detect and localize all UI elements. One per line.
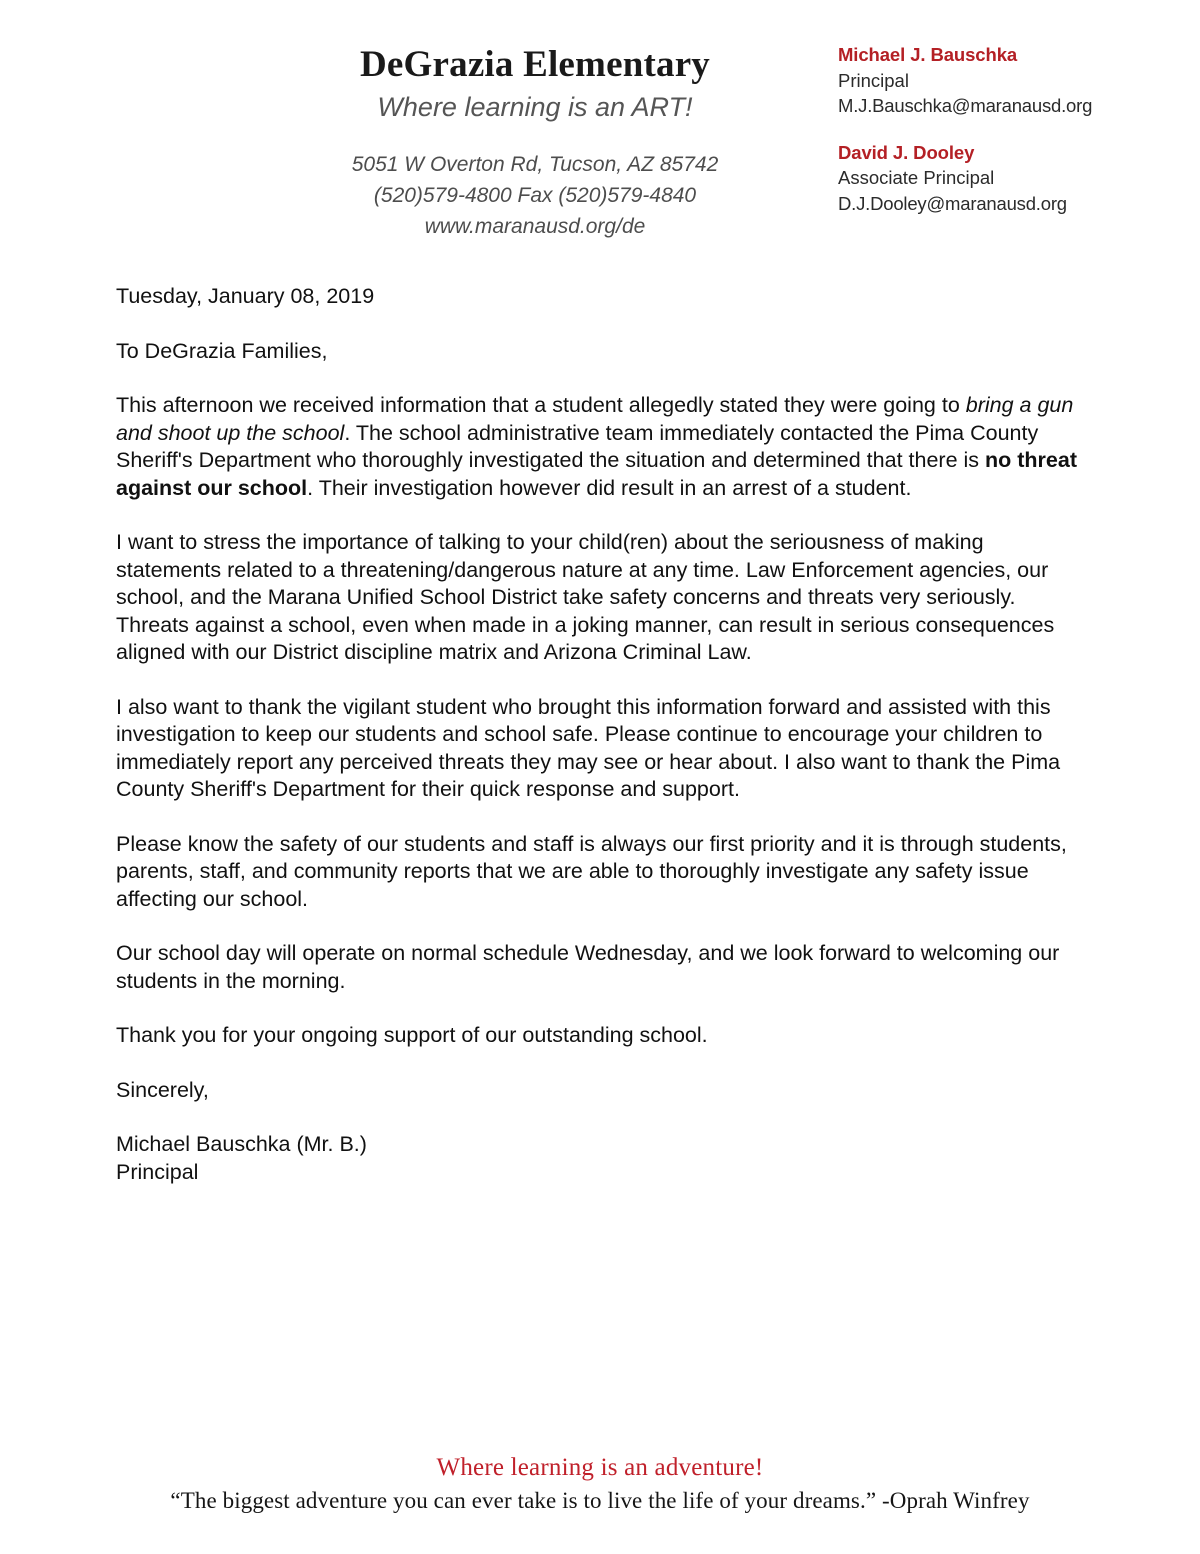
address-website-line: www.maranausd.org/de [424,214,646,238]
signature-name: Michael Bauschka (Mr. B.) [116,1132,367,1156]
contact-role: Principal [838,69,909,91]
paragraph-1-bold-phrase: no threat against our school [116,448,1077,500]
contact-principal [838,42,1188,119]
paragraph-1-text-part-1: This afternoon we received information that a student allegedly stated they were going to [116,393,966,417]
address-street-line: 5051 W Overton Rd, Tucson, AZ 85742 [351,152,719,176]
letter-paragraph-3: I also want to thank the vigilant student who brought this information forward and assisted with this investigation to keep our students and school safe. Please continue to encourage your children to immediately report any perceived threats they may see or hear about. I also want to thank the Pima County Sheriff's Department for their quick response and support. [116,694,1061,801]
letter-paragraph-4: Please know the safety of our students and staff is always our first priority and it is through students, parents, staff, and community reports that we are able to thoroughly investigate any safety issue affecting our school. [116,831,1067,911]
letter-closing: Sincerely, [116,1077,209,1102]
signature-title: Principal [116,1159,199,1184]
letter-paragraph-5: Our school day will operate on normal schedule Wednesday, and we look forward to welcoming our students in the morning. [116,941,1060,993]
school-address-block [230,149,840,242]
paragraph-1-text-part-2: . The school administrative team immediately contacted the Pima County Sheriff's Department who thoroughly investigated the situation and determined that there is [116,420,1039,472]
school-tagline: Where learning is an ART! [377,91,693,122]
contact-block [838,42,1188,216]
letter-salutation: To DeGrazia Families, [116,338,328,363]
signature-block [116,1131,1078,1186]
school-identity-block [230,46,840,242]
footer-tagline: Where learning is an adventure! [436,1453,764,1481]
letter-paragraph-1 [116,392,1078,502]
letterhead [0,0,1200,258]
letter-date: Tuesday, January 08, 2019 [116,284,375,308]
letter-paragraph-6: Thank you for your ongoing support of our outstanding school. [116,1023,708,1047]
contact-email[interactable]: M.J.Bauschka@maranausd.org [838,95,1093,117]
address-phone-line: (520)579-4800 Fax (520)579-4840 [373,183,697,207]
letter-paragraph-2: I want to stress the importance of talking to your child(ren) about the seriousness of making statements related to a threatening/dangerous nature at any time. Law Enforcement agencies, our school, and the Marana Unified School District take safety concerns and threats very seriously. Threats against a school, even when made in a joking manner, can result in serious consequences aligned with our District discipline matrix and Arizona Criminal Law. [116,530,1055,664]
letter-body [116,283,1078,1186]
contact-name: Michael J. Bauschka [838,44,1018,65]
contact-role: Associate Principal [838,167,995,189]
paragraph-1-text-part-3: . Their investigation however did result in an arrest of a student. [307,475,912,500]
school-name: DeGrazia Elementary [359,44,711,85]
contact-associate-principal [838,140,1188,217]
footer-quote: “The biggest adventure you can ever take is to live the life of your dreams.” -Oprah Winfrey [170,1488,1030,1514]
contact-name: David J. Dooley [838,141,975,163]
page-footer [0,1452,1200,1516]
paragraph-1-italic-phrase: bring a gun and shoot up the school [116,393,1074,445]
contact-email[interactable]: D.J.Dooley@maranausd.org [838,192,1067,214]
